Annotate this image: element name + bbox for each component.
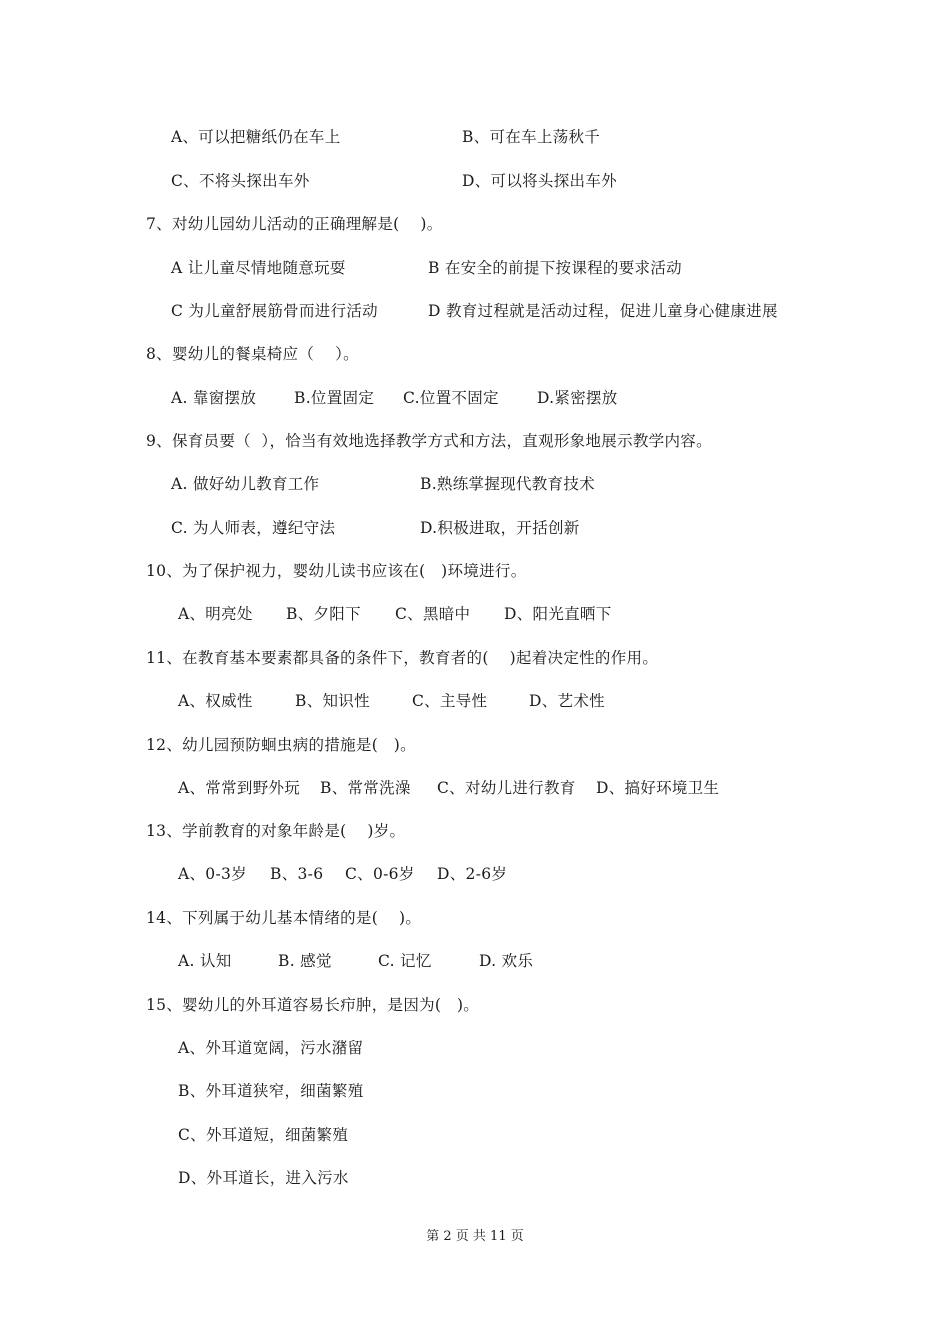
q7-option-d: D 教育过程就是活动过程，促进儿童身心健康进展 (428, 302, 778, 320)
q14-option-c: C. 记忆 (378, 952, 432, 970)
q14-option-d: D. 欢乐 (479, 952, 534, 970)
q8-option-b: B.位置固定 (294, 389, 375, 407)
q8-option-d: D.紧密摆放 (537, 389, 618, 407)
q15-stem: 15、婴幼儿的外耳道容易长疖肿，是因为( )。 (146, 996, 480, 1014)
q7-option-a: A 让儿童尽情地随意玩耍 (171, 259, 346, 277)
q12-option-b: B、常常洗澡 (320, 779, 411, 797)
q7-stem: 7、对幼儿园幼儿活动的正确理解是( )。 (146, 215, 443, 233)
q8-option-c: C.位置不固定 (403, 389, 499, 407)
q6-option-b: B、可在车上荡秋千 (462, 128, 601, 146)
q9-option-d: D.积极进取，开括创新 (420, 519, 580, 537)
q10-option-a: A、明亮处 (178, 605, 253, 623)
q10-stem: 10、为了保护视力，婴幼儿读书应该在( )环境进行。 (146, 562, 527, 580)
q8-stem: 8、婴幼儿的餐桌椅应（ ）。 (146, 345, 359, 363)
q7-option-c: C 为儿童舒展筋骨而进行活动 (171, 302, 378, 320)
q13-option-c: C、0-6岁 (345, 865, 415, 883)
q10-option-d: D、阳光直晒下 (504, 605, 612, 623)
q7-option-b: B 在安全的前提下按课程的要求活动 (428, 259, 682, 277)
q11-option-b: B、知识性 (295, 692, 370, 710)
q6-option-a: A、可以把糖纸仍在车上 (171, 128, 341, 146)
q15-option-a: A、外耳道宽阔，污水潴留 (178, 1039, 364, 1057)
q12-option-a: A、常常到野外玩 (178, 779, 301, 797)
q11-option-c: C、主导性 (412, 692, 488, 710)
q9-stem: 9、保育员要（ ），恰当有效地选择教学方式和方法，直观形象地展示教学内容。 (146, 432, 712, 450)
page-number-footer: 第 2 页 共 11 页 (426, 1229, 524, 1244)
q10-option-c: C、黑暗中 (395, 605, 471, 623)
q11-option-d: D、艺术性 (529, 692, 605, 710)
q15-option-c: C、外耳道短，细菌繁殖 (178, 1126, 349, 1144)
q6-option-c: C、不将头探出车外 (171, 172, 310, 190)
q10-option-b: B、夕阳下 (286, 605, 361, 623)
q15-option-b: B、外耳道狭窄，细菌繁殖 (178, 1082, 364, 1100)
q12-stem: 12、幼儿园预防蛔虫病的措施是( )。 (146, 736, 416, 754)
q15-option-d: D、外耳道长，进入污水 (178, 1169, 349, 1187)
q9-option-a: A. 做好幼儿教育工作 (171, 475, 320, 493)
q14-stem: 14、下列属于幼儿基本情绪的是( )。 (146, 909, 422, 927)
q9-option-c: C. 为人师表，遵纪守法 (171, 519, 336, 537)
q11-stem: 11、在教育基本要素都具备的条件下，教育者的( )起着决定性的作用。 (146, 649, 659, 667)
q13-option-b: B、3-6 (270, 865, 324, 883)
q13-stem: 13、学前教育的对象年龄是( )岁。 (146, 822, 406, 840)
q12-option-d: D、搞好环境卫生 (596, 779, 720, 797)
q13-option-a: A、0-3岁 (178, 865, 247, 883)
q6-option-d: D、可以将头探出车外 (462, 172, 617, 190)
q14-option-a: A. 认知 (178, 952, 232, 970)
q12-option-c: C、对幼儿进行教育 (437, 779, 576, 797)
q14-option-b: B. 感觉 (278, 952, 332, 970)
q9-option-b: B.熟练掌握现代教育技术 (420, 475, 595, 493)
q8-option-a: A. 靠窗摆放 (171, 389, 257, 407)
q11-option-a: A、权威性 (178, 692, 253, 710)
q13-option-d: D、2-6岁 (437, 865, 508, 883)
